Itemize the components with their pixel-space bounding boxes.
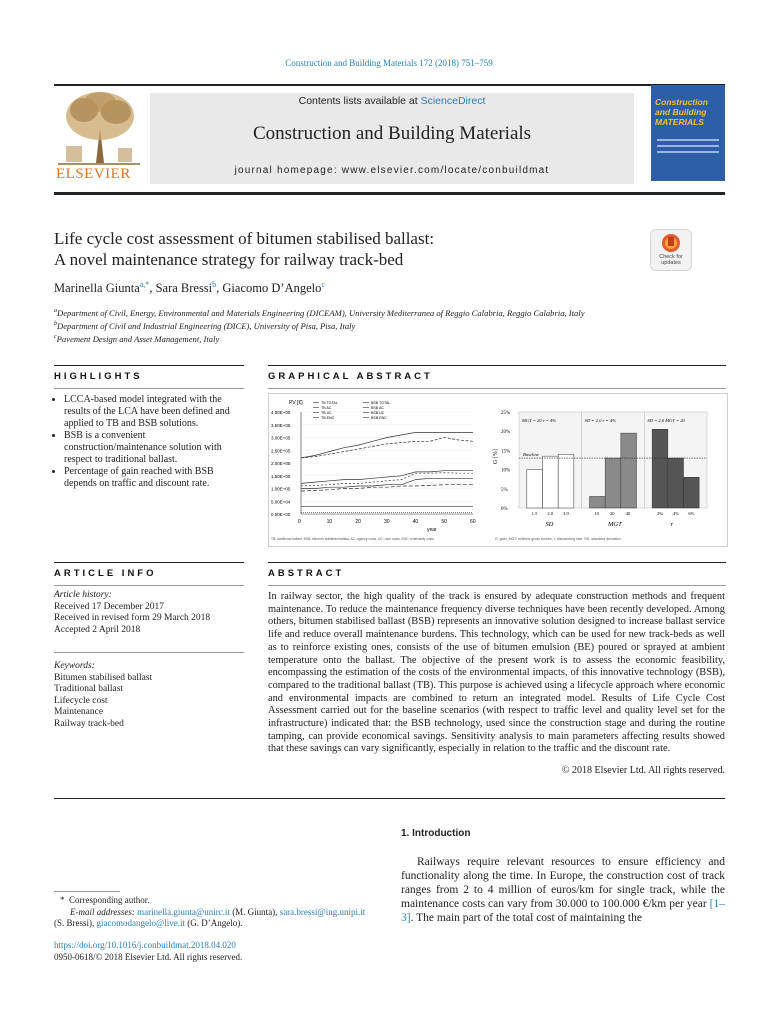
- affiliations: [54, 306, 734, 345]
- series-line: [301, 438, 473, 458]
- history-item: Received in revised form 29 March 2018: [54, 613, 211, 623]
- group-label: MGT: [608, 521, 622, 528]
- graphical-abstract-heading: GRAPHICAL ABSTRACT: [268, 371, 433, 382]
- doi-link[interactable]: https://doi.org/10.1016/j.conbuildmat.2018.04.020: [54, 940, 236, 950]
- y-axis-label: PV [€]: [289, 400, 303, 406]
- elsevier-logo[interactable]: [54, 88, 144, 184]
- bar: [652, 429, 668, 508]
- bar: [558, 454, 574, 508]
- baseline-label: Baseline: [523, 452, 539, 458]
- footnotes: * Corresponding author. E-mail addresses: marinella.giunta@unirc.it (M. Giunta), sara.bressi@ing.unipi.it (S. Bressi), giacomodangelo@live.it (G. D’Angelo).: [54, 895, 389, 930]
- keyword[interactable]: Maintenance: [54, 707, 104, 717]
- citation-link[interactable]: [1–3]: [401, 898, 725, 924]
- article-title: [54, 228, 634, 270]
- cover-title: Construction and Building MATERIALS: [655, 97, 708, 127]
- legend-label: TB TOTAL: [321, 401, 338, 405]
- y-tick-label: 10%: [501, 468, 511, 474]
- x-axis-label: year: [427, 527, 437, 533]
- y-tick-label: 2.50E+05: [271, 448, 291, 454]
- x-tick-label: 60: [470, 519, 476, 525]
- x-tick-label: 10: [594, 511, 599, 516]
- journal-homepage[interactable]: journal homepage: www.elsevier.com/locate/conbuildmat: [234, 165, 550, 176]
- journal-citation[interactable]: Construction and Building Materials 172 (2018) 751–759: [285, 58, 493, 68]
- x-tick-label: 4%: [672, 511, 679, 516]
- x-tick-label: 6%: [688, 511, 695, 516]
- x-tick-label: 1.5: [531, 511, 538, 516]
- x-tick-label: 2.0: [547, 511, 554, 516]
- y-tick-label: 3.00E+05: [271, 435, 291, 441]
- introduction-text: Railways require relevant resources to ensure efficiency and functionality along the time. In Europe, the construction cost of track ranges from 2 to 4 million of euros/km for single track, while the maintenance costs can vary from 30.000 to 100.000 €/km per year [1–3]. The main part of the total cost of maintaining the: [401, 856, 725, 924]
- legend-label: TB ENC: [321, 416, 335, 420]
- y-tick-label: 20%: [501, 430, 511, 436]
- legend-label: BSB UC: [371, 411, 385, 415]
- history-item: Accepted 2 April 2018: [54, 624, 141, 635]
- figure-caption: TB: traditional ballast, BSB: bitumen stabilised ballast, AC: agency costs, UC: user costs, ENC: externality costs: [271, 537, 434, 541]
- x-tick-label: 0: [298, 519, 301, 525]
- y-tick-label: 0%: [501, 507, 508, 512]
- article-title-line1: Life cycle cost assessment of bitumen stabilised ballast:: [54, 229, 435, 248]
- legend-label: BSB AC: [371, 406, 384, 410]
- y-tick-label: 25%: [501, 411, 511, 416]
- check-updates-icon: [651, 230, 691, 256]
- series-line: [301, 432, 473, 458]
- sciencedirect-link[interactable]: ScienceDirect: [420, 95, 486, 107]
- affiliation: $^b$Department of Civil and Industrial Engineering (DICE), University of Pisa, Pisa, Italy: [54, 321, 356, 332]
- x-tick-label: 40: [412, 519, 419, 525]
- y-tick-label: 5.00E+04: [271, 499, 291, 505]
- bar: [543, 456, 559, 508]
- x-tick-label: 20: [610, 511, 615, 516]
- legend-label: TB AC: [321, 406, 332, 410]
- graphical-abstract-figure[interactable]: [268, 393, 728, 547]
- highlight-item: • Percentage of gain reached with BSB depends on traffic and discount rate.: [64, 466, 234, 490]
- affiliation: $^a$Department of Civil, Energy, Environmental and Materials Engineering (DICEAM), University Mediterranea of Reggio Calabria, Reggio Calabria, Italy: [54, 307, 585, 318]
- panel-annotation: MGT = 20 r = 4%: [522, 418, 557, 423]
- keywords-label: Keywords:: [54, 661, 95, 671]
- journal-masthead: [150, 93, 634, 184]
- legend-label: BSB ENC: [371, 416, 387, 420]
- author[interactable]: Giacomo D’Angelo: [222, 281, 322, 296]
- history-label: Article history:: [54, 590, 112, 600]
- elsevier-tree-icon: [54, 88, 144, 168]
- highlights-list: [54, 394, 234, 490]
- bar: [590, 496, 606, 508]
- keyword[interactable]: Lifecycle cost: [54, 695, 108, 706]
- y-tick-label: 4.00E+05: [271, 410, 291, 415]
- author-affiliation-sup[interactable]: c: [321, 280, 325, 289]
- series-line: [301, 471, 473, 484]
- y-tick-label: 15%: [501, 449, 511, 455]
- check-for-updates-badge[interactable]: [650, 229, 692, 271]
- x-tick-label: 30: [384, 519, 390, 525]
- pv-line-chart: [269, 394, 489, 544]
- author[interactable]: Sara Bressi: [155, 281, 213, 296]
- group-label: r: [670, 521, 674, 528]
- keyword[interactable]: Railway track-bed: [54, 718, 124, 729]
- email-link[interactable]: giacomodangelo@live.it: [96, 918, 186, 928]
- bar: [621, 433, 637, 508]
- panel-annotation: SD = 2.0 MGT = 20: [647, 418, 685, 423]
- history-item: Received 17 December 2017: [54, 601, 164, 612]
- author-affiliation-sup[interactable]: a,*: [139, 280, 150, 289]
- contents-prefix: Contents lists available at: [298, 95, 421, 107]
- author-affiliation-sup[interactable]: b: [212, 280, 217, 289]
- group-label: SD: [545, 521, 554, 528]
- bar: [527, 470, 543, 508]
- highlights-heading: HIGHLIGHTS: [54, 371, 143, 382]
- x-tick-label: 2%: [657, 511, 664, 516]
- series-line: [301, 473, 473, 486]
- series-line: [301, 485, 473, 491]
- abstract-heading: ABSTRACT: [268, 568, 345, 579]
- y-tick-label: 1.00E+05: [271, 486, 291, 492]
- journal-cover[interactable]: [651, 85, 725, 181]
- elsevier-wordmark: ELSEVIER: [56, 166, 131, 182]
- x-tick-label: 10: [326, 519, 333, 525]
- section-heading-introduction: 1. Introduction: [401, 828, 471, 839]
- issn-line: 0950-0618/© 2018 Elsevier Ltd. All rights reserved.: [54, 952, 243, 962]
- y-tick-label: 3.50E+05: [271, 422, 291, 428]
- bar: [668, 458, 684, 508]
- x-tick-label: 20: [355, 519, 361, 525]
- figure-caption: G: gain, MGT: millions gross tonnes, r: discounting rate, SD: standard deviation: [495, 537, 621, 541]
- keyword[interactable]: Bitumen stabilised ballast: [54, 672, 153, 683]
- article-history: [54, 590, 244, 636]
- y-axis-label: G [%]: [493, 449, 499, 464]
- abstract-copyright: © 2018 Elsevier Ltd. All rights reserved.: [561, 765, 725, 776]
- author-list: Marinella Giunta$^{a,*}$, Sara Bressi$^b$, Giacomo D’Angelo$^c$: [54, 280, 325, 296]
- journal-title: Construction and Building Materials: [252, 123, 532, 144]
- article-title-line2: A novel maintenance strategy for railway track-bed: [54, 250, 404, 269]
- check-updates-label: Check for updates: [659, 254, 683, 266]
- corresponding-author-note: * Corresponding author.: [60, 895, 150, 905]
- y-tick-label: 1.50E+05: [271, 473, 291, 479]
- abstract-text: In railway sector, the high quality of the track is ensured by adequate construction methods and frequent maintenance. To reduce the maintenance frequency diverse techniques have been recently developed. Among others, bitumen stabilised ballast (BSB) represents an innovative solution designed to increase ballast service life and reduce overall maintenance burdens. This technology, which can be used for new track-beds as well as to reinforce existing ones, consists of the use of bitumen emulsion (BE) poured or sprayed at ambient temperature onto the ballast. The objective of the present work is to assess the economic feasibility, encompassing the estimation of the costs of the environmental impacts, of this innovative technology (BSB), compared to the traditional ballast (TB). This purpose is achieved using a lifecycle approach where economic and environmental impacts are combined to return an integrated model. Results of Life Cycle Cost Assessment carried out for the baseline scenarios (with respect to traffic level and quality level set for the infrastructure) indicated that: the BSB technology, used since the construction stage and during the routine tamping, can provide economical savings. Sensitivity analysis to main parameters affecting results showed that these savings can vary significantly, especially in relation to the traffic and the discount rate.: [268, 591, 725, 755]
- legend-label: TB UC: [321, 411, 332, 415]
- affiliation: $^c$Pavement Design and Asset Management, Italy: [54, 334, 220, 345]
- y-tick-label: 5%: [501, 487, 508, 493]
- highlight-item: • BSB is a convenient construction/maintenance solution with respect to traditional ballast.: [64, 430, 234, 466]
- panel-annotation: SD = 2.0 r = 4%: [584, 418, 616, 423]
- y-tick-label: 0.00E+00: [271, 512, 291, 517]
- x-tick-label: 3.0: [563, 511, 569, 516]
- author[interactable]: Marinella Giunta: [54, 281, 140, 296]
- y-tick-label: 2.00E+05: [271, 461, 291, 466]
- highlight-item: • LCCA-based model integrated with the results of the LCA have been defined and applied to TB and BSB solutions.: [64, 394, 234, 430]
- gain-bar-chart: [489, 394, 727, 544]
- bar: [684, 477, 700, 508]
- legend-label: BSB TOTAL: [371, 401, 391, 405]
- email-link[interactable]: marinella.giunta@unirc.it: [137, 906, 230, 917]
- x-tick-label: 50: [441, 519, 447, 525]
- bar: [605, 458, 621, 508]
- keyword[interactable]: Traditional ballast: [54, 684, 124, 694]
- x-tick-label: 40: [625, 511, 631, 516]
- email-link[interactable]: sara.bressi@ing.unipi.it: [279, 906, 366, 917]
- keywords: [54, 661, 244, 730]
- article-info-heading: ARTICLE INFO: [54, 568, 157, 579]
